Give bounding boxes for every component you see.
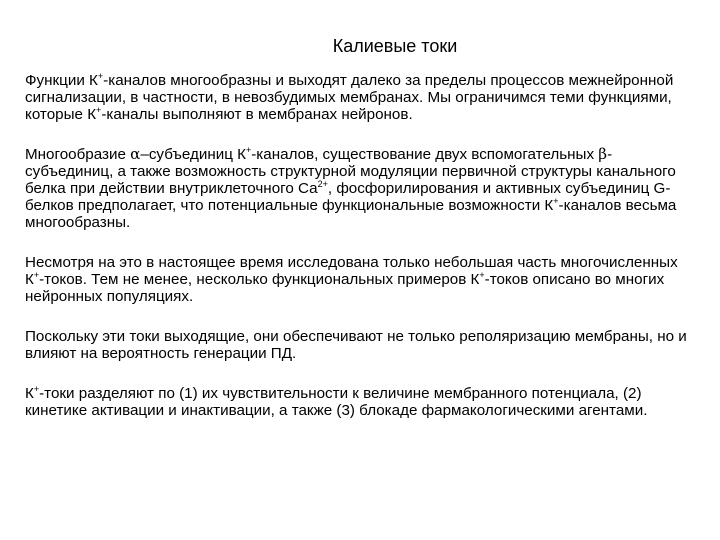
paragraph-text: Функции К bbox=[25, 72, 98, 89]
slide-body bbox=[25, 72, 695, 442]
paragraph-text: -токи разделяют по (1) их чувствительности к величине мембранного потенциала, (2) кинетике активации и инактивации, а также (3) блокаде фармакологическими агентами. bbox=[25, 385, 648, 419]
superscript: 2+ bbox=[317, 179, 328, 189]
paragraph-text: К bbox=[25, 385, 34, 402]
paragraph-3 bbox=[25, 254, 695, 305]
greek-letter: α bbox=[130, 145, 141, 163]
paragraph-text: -каналов весьма многообразны. bbox=[25, 197, 677, 231]
paragraph-text: -каналов, существование двух вспомогательных bbox=[251, 146, 599, 163]
superscript: + bbox=[245, 145, 252, 155]
superscript: + bbox=[33, 384, 40, 394]
paragraph-text: -токов. Тем не менее, несколько функциональных примеров К bbox=[39, 271, 480, 288]
paragraph-2 bbox=[25, 146, 695, 231]
paragraph-text: -токов описано во многих нейронных популяциях. bbox=[25, 271, 665, 305]
paragraph-text: –субъединиц К bbox=[140, 146, 246, 163]
paragraph-text: -каналов многообразны и выходят далеко за пределы процессов межнейронной сигнализации, в частности, в невозбудимых мембранах. Мы ограничимся теми функциями, которые К bbox=[25, 72, 674, 123]
paragraph-text: -каналы выполняют в мембранах нейронов. bbox=[101, 106, 413, 123]
paragraph-4 bbox=[25, 328, 695, 362]
paragraph-text: , фосфорилирования и активных субъединиц G-белков предполагает, что потенциальные функциональные возможности К bbox=[25, 180, 671, 214]
superscript: + bbox=[479, 270, 485, 280]
paragraph-text: -субъединиц, а также возможность структурной модуляции первичной структуры канального белка при действии внутриклеточного Са bbox=[25, 146, 676, 197]
superscript: + bbox=[97, 71, 104, 81]
paragraph-1 bbox=[25, 72, 695, 123]
paragraph-text: Поскольку эти токи выходящие, они обеспечивают не только реполяризацию мембраны, но и влияют на вероятность генерации ПД. bbox=[25, 328, 687, 362]
paragraph-text: Многообразие bbox=[25, 146, 131, 163]
paragraph-5 bbox=[25, 385, 695, 419]
superscript: + bbox=[96, 105, 102, 115]
slide-title-text: Калиевые токи bbox=[332, 36, 458, 56]
superscript: + bbox=[553, 196, 559, 206]
superscript: + bbox=[33, 270, 40, 280]
paragraph-text: Несмотря на это в настоящее время исследована только небольшая часть многочисленных К bbox=[25, 254, 678, 288]
slide-title bbox=[0, 35, 720, 57]
greek-letter: β bbox=[598, 145, 608, 163]
